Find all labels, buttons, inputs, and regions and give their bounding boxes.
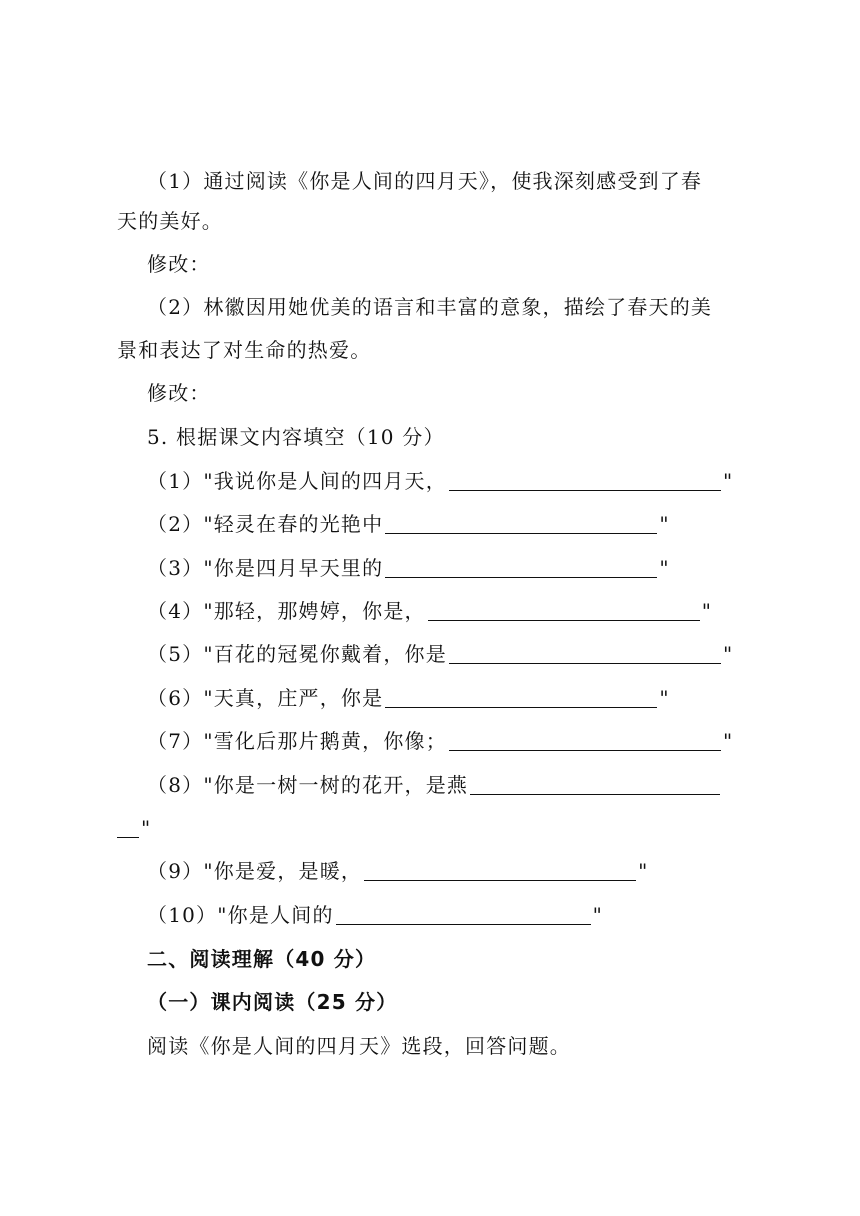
closing-quote: "	[701, 599, 713, 623]
closing-quote: "	[659, 686, 670, 710]
fill-blank-item-3	[147, 554, 787, 582]
answer-blank[interactable]	[385, 557, 657, 578]
fill-blank-item-6	[147, 684, 787, 712]
question-2-revision-label: 修改：	[147, 381, 211, 405]
answer-blank[interactable]	[428, 600, 700, 621]
answer-blank[interactable]	[449, 643, 721, 664]
fill-blank-prefix: （7）"雪化后那片鹅黄，你像；	[147, 729, 447, 753]
closing-quote: "	[722, 469, 734, 493]
fill-blank-prefix: （10）"你是人间的	[147, 903, 334, 927]
answer-blank[interactable]	[364, 860, 636, 881]
section-5-title: 5. 根据课文内容填空（10 分）	[147, 425, 445, 449]
closing-quote: "	[659, 512, 670, 536]
closing-quote: "	[722, 729, 734, 753]
answer-blank[interactable]	[336, 904, 591, 925]
answer-blank[interactable]	[117, 817, 139, 838]
fill-blank-item-2	[147, 510, 787, 538]
section-2-subheading: （一）课内阅读（25 分）	[147, 990, 398, 1014]
fill-blank-item-1	[147, 467, 787, 495]
answer-blank[interactable]	[449, 470, 721, 491]
fill-blank-item-5	[147, 640, 787, 668]
section-2-heading: 二、阅读理解（40 分）	[147, 947, 377, 971]
closing-quote: "	[638, 859, 649, 883]
closing-quote: "	[592, 903, 604, 927]
closing-quote: "	[141, 816, 152, 840]
answer-blank[interactable]	[385, 513, 657, 534]
fill-blank-prefix: （2）"轻灵在春的光艳中	[147, 512, 384, 536]
closing-quote: "	[722, 642, 734, 666]
question-1-line-1: （1）通过阅读《你是人间的四月天》，使我深刻感受到了春	[147, 169, 703, 193]
fill-blank-prefix: （9）"你是爱，是暖，	[147, 859, 363, 883]
fill-blank-prefix: （6）"天真，庄严，你是	[147, 686, 384, 710]
fill-blank-prefix: （5）"百花的冠冕你戴着，你是	[147, 642, 447, 666]
fill-blank-item-4	[147, 597, 787, 625]
fill-blank-prefix: （4）"那轻，那娉婷，你是，	[147, 599, 426, 623]
answer-blank[interactable]	[385, 687, 657, 708]
fill-blank-prefix: （1）"我说你是人间的四月天，	[147, 469, 447, 493]
reading-instruction: 阅读《你是人间的四月天》选段，回答问题。	[147, 1034, 571, 1058]
closing-quote: "	[659, 556, 670, 580]
fill-blank-item-8	[147, 771, 787, 799]
answer-blank[interactable]	[470, 774, 720, 795]
fill-blank-item-9	[147, 857, 787, 885]
fill-blank-prefix: （8）"你是一树一树的花开，是燕	[147, 773, 469, 797]
fill-blank-item-8-continuation	[117, 814, 757, 842]
question-2-line-2: 景和表达了对生命的热爱。	[117, 338, 372, 362]
fill-blank-prefix: （3）"你是四月早天里的	[147, 556, 384, 580]
question-2-line-1: （2）林徽因用她优美的语言和丰富的意象，描绘了春天的美	[147, 295, 713, 319]
question-1-revision-label: 修改：	[147, 252, 211, 276]
fill-blank-item-7	[147, 727, 787, 755]
answer-blank[interactable]	[449, 730, 721, 751]
fill-blank-item-10	[147, 901, 787, 929]
question-1-line-2: 天的美好。	[117, 209, 223, 233]
